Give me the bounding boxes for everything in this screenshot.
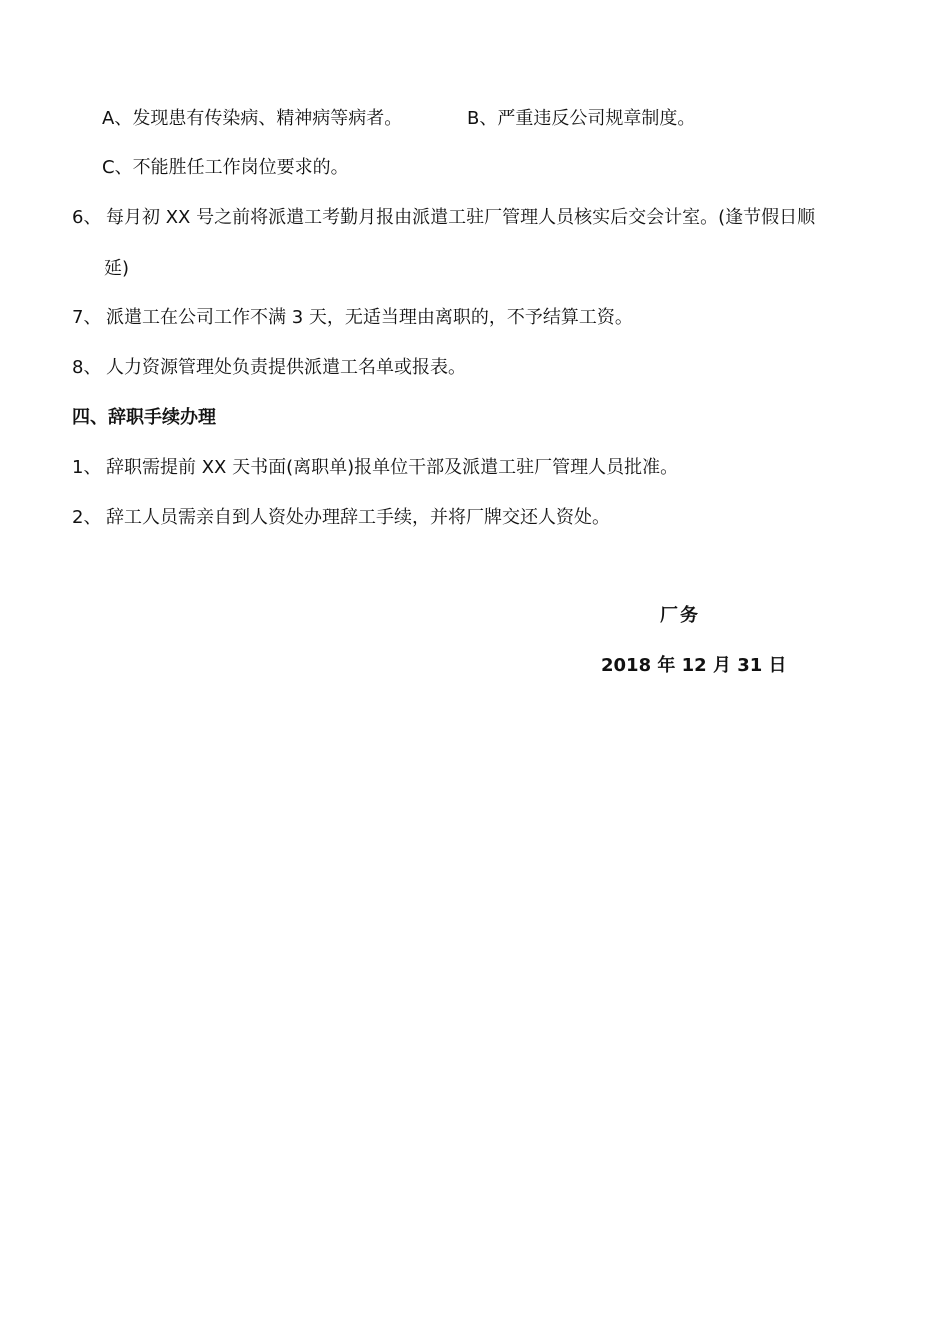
sub-item-c: C、不能胜任工作岗位要求的。 <box>102 157 349 178</box>
list-item-number: 2、 <box>72 507 102 528</box>
list-item-text: 人力资源管理处负责提供派遣工名单或报表。 <box>106 357 466 378</box>
list-item-7 <box>72 306 633 330</box>
list-item-number: 8、 <box>72 357 102 378</box>
list-item-text: 派遣工在公司工作不满 3 天，无适当理由离职的，不予结算工资。 <box>106 307 633 328</box>
list-item-text: 每月初 XX 号之前将派遣工考勤月报由派遣工驻厂管理人员核实后交会计室。(逢节假日顺 <box>106 207 816 228</box>
list-item-number: 1、 <box>72 457 102 478</box>
list-item-8 <box>72 356 466 380</box>
signature-date: 2018 年 12 月 31 日 <box>601 655 787 676</box>
list-item-number: 7、 <box>72 307 102 328</box>
resignation-item-1 <box>72 456 678 480</box>
section-heading-resignation: 四、辞职手续办理 <box>72 407 216 428</box>
list-item-number: 6、 <box>72 207 102 228</box>
list-item-6-continuation: 延) <box>104 258 130 279</box>
list-item-text: 辞职需提前 XX 天书面(离职单)报单位干部及派遣工驻厂管理人员批准。 <box>106 457 679 478</box>
list-item-text: 辞工人员需亲自到人资处办理辞工手续，并将厂牌交还人资处。 <box>106 507 610 528</box>
sub-item-b: B、严重违反公司规章制度。 <box>467 108 696 129</box>
resignation-item-2 <box>72 506 610 530</box>
sub-item-a: A、发现患有传染病、精神病等病者。 <box>102 108 403 129</box>
list-item-6 <box>72 206 815 230</box>
signature-department: 厂务 <box>660 605 700 626</box>
